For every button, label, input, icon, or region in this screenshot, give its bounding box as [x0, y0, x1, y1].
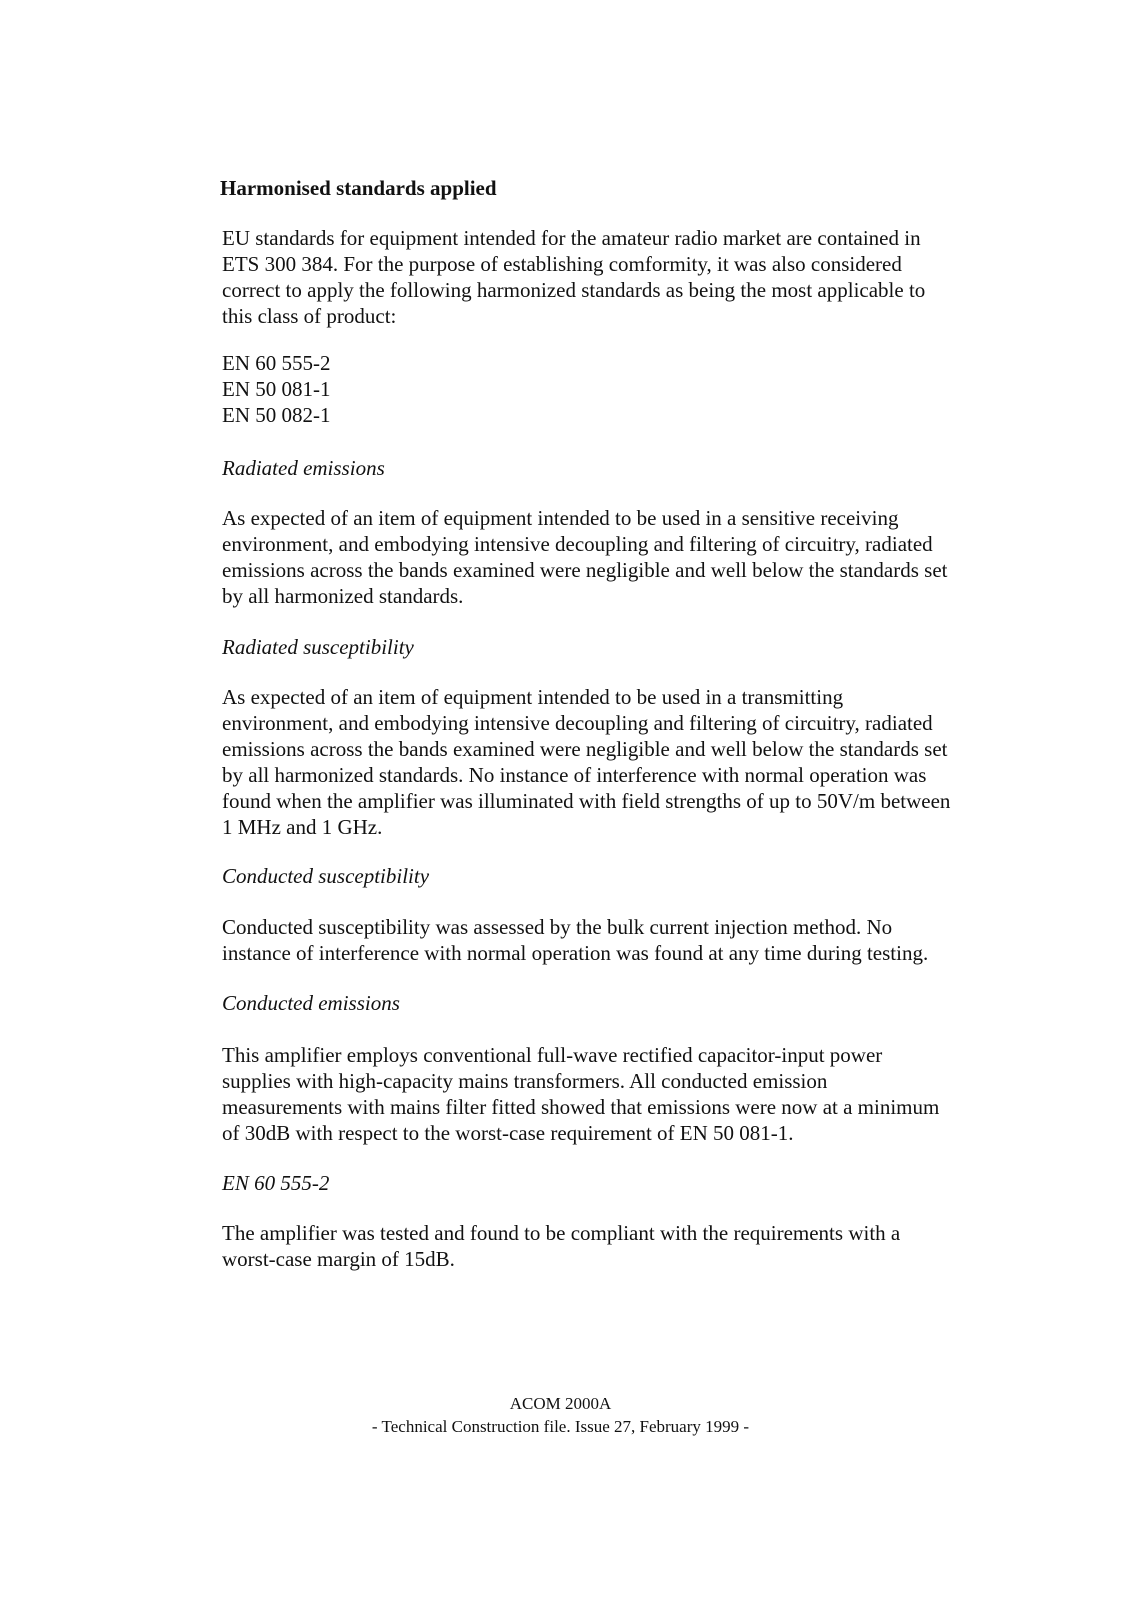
- body-line: environment, and embodying intensive decoupling and filtering of circuitry, radiated: [222, 532, 933, 556]
- section-body-en-60-555-2: [222, 1220, 1022, 1272]
- body-line: supplies with high-capacity mains transformers. All conducted emission: [222, 1069, 828, 1093]
- footer-product-name: ACOM 2000A: [509, 1394, 612, 1413]
- section-title-en-60-555-2: EN 60 555-2: [222, 1171, 330, 1195]
- intro-line: correct to apply the following harmonized standards as being the most applicable to: [222, 278, 926, 302]
- body-line: found when the amplifier was illuminated with field strengths of up to 50V/m between: [222, 789, 951, 813]
- body-line: As expected of an item of equipment intended to be used in a transmitting: [222, 685, 844, 709]
- section-body-conducted-emissions: [222, 1042, 1022, 1146]
- body-line: measurements with mains filter fitted showed that emissions were now at a minimum: [222, 1095, 940, 1119]
- page-heading: Harmonised standards applied: [220, 176, 497, 200]
- body-line: Conducted susceptibility was assessed by the bulk current injection method. No: [222, 915, 893, 939]
- body-line: worst-case margin of 15dB.: [222, 1247, 455, 1271]
- body-line: As expected of an item of equipment intended to be used in a sensitive receiving: [222, 506, 899, 530]
- section-body-radiated-susceptibility: [222, 684, 1022, 840]
- standard-item: EN 60 555-2: [222, 351, 331, 375]
- body-line: environment, and embodying intensive decoupling and filtering of circuitry, radiated: [222, 711, 933, 735]
- section-title-conducted-susceptibility: Conducted susceptibility: [222, 864, 430, 888]
- intro-line: EU standards for equipment intended for the amateur radio market are contained in: [222, 226, 921, 250]
- body-line: emissions across the bands examined were negligible and well below the standards set: [222, 737, 948, 761]
- standard-item: EN 50 082-1: [222, 403, 331, 427]
- body-line: 1 MHz and 1 GHz.: [222, 815, 383, 839]
- section-title-radiated-susceptibility: Radiated susceptibility: [222, 635, 414, 659]
- standard-item: EN 50 081-1: [222, 377, 331, 401]
- body-line: This amplifier employs conventional full-wave rectified capacitor-input power: [222, 1043, 883, 1067]
- intro-line: ETS 300 384. For the purpose of establishing comformity, it was also considered: [222, 252, 902, 276]
- section-body-conducted-susceptibility: [222, 914, 1022, 966]
- section-body-radiated-emissions: [222, 505, 1022, 609]
- body-line: emissions across the bands examined were negligible and well below the standards set: [222, 558, 948, 582]
- body-line: of 30dB with respect to the worst-case requirement of EN 50 081-1.: [222, 1121, 794, 1145]
- standards-list: [222, 350, 1022, 428]
- footer-file-info: - Technical Construction file. Issue 27, February 1999 -: [371, 1417, 750, 1436]
- section-title-conducted-emissions: Conducted emissions: [222, 991, 400, 1015]
- section-title-radiated-emissions: Radiated emissions: [222, 456, 385, 480]
- intro-line: this class of product:: [222, 304, 397, 328]
- body-line: by all harmonized standards.: [222, 584, 464, 608]
- body-line: by all harmonized standards. No instance of interference with normal operation was: [222, 763, 927, 787]
- body-line: The amplifier was tested and found to be compliant with the requirements with a: [222, 1221, 901, 1245]
- body-line: instance of interference with normal operation was found at any time during testing.: [222, 941, 929, 965]
- intro-paragraph: [222, 225, 1022, 329]
